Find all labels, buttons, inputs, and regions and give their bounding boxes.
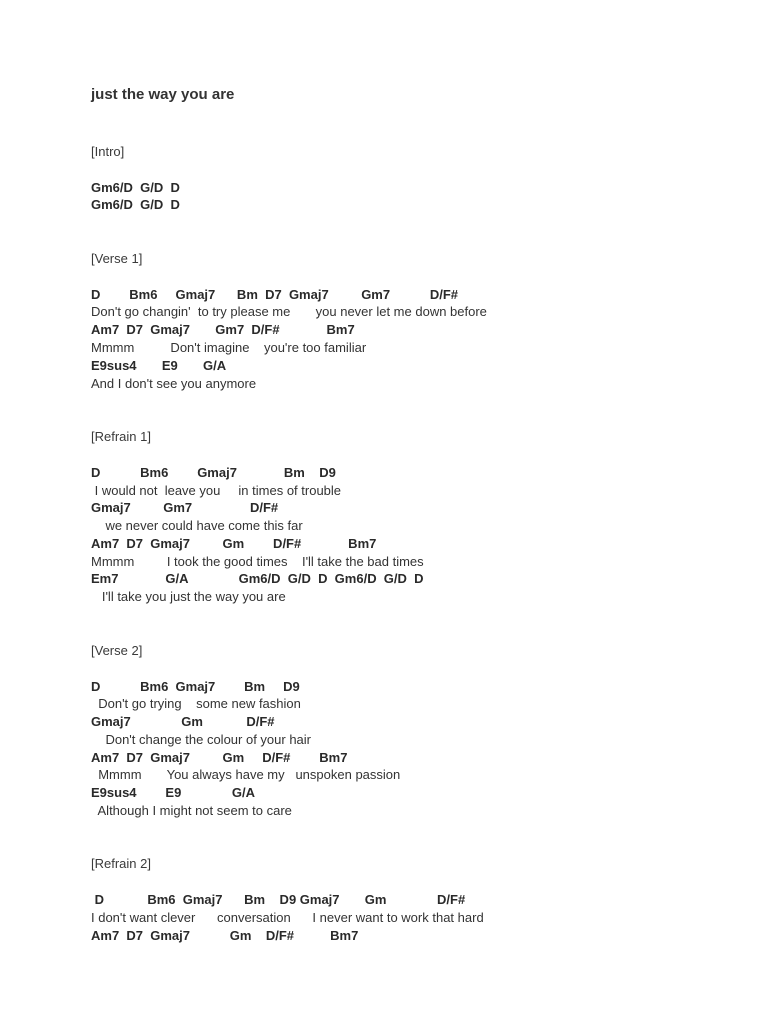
lyric-line: I'll take you just the way you are <box>91 589 286 604</box>
chord-line: Gmaj7 Gm D/F# <box>91 714 275 729</box>
lyric-line: Don't change the colour of your hair <box>91 732 311 747</box>
chord-line: D Bm6 Gmaj7 Bm D9 <box>91 679 300 694</box>
lyric-line: Mmmm You always have my unspoken passion <box>91 767 401 782</box>
section-heading-verse-1: [Verse 1] <box>91 251 143 266</box>
chord-line: Gm6/D G/D D <box>91 197 180 212</box>
chord-line: Am7 D7 Gmaj7 Gm D/F# Bm7 <box>91 928 359 943</box>
chord-line: Am7 D7 Gmaj7 Gm D/F# Bm7 <box>91 750 348 765</box>
section-heading-verse-2: [Verse 2] <box>91 643 143 658</box>
lyric-line: we never could have come this far <box>91 518 303 533</box>
lyric-line: Mmmm I took the good times I'll take the bad times <box>91 554 424 569</box>
chord-line: D Bm6 Gmaj7 Bm D7 Gmaj7 Gm7 D/F# <box>91 287 458 302</box>
lyric-line: Don't go trying some new fashion <box>91 696 301 711</box>
chord-line: E9sus4 E9 G/A <box>91 358 227 373</box>
chord-line: E9sus4 E9 G/A <box>91 785 256 800</box>
lyric-line: I don't want clever conversation I never want to work that hard <box>91 910 484 925</box>
lyric-line: Don't go changin' to try please me you never let me down before <box>91 304 487 319</box>
section-heading-refrain-1: [Refrain 1] <box>91 429 151 444</box>
lyric-line: I would not leave you in times of trouble <box>91 483 342 498</box>
chord-line: Am7 D7 Gmaj7 Gm D/F# Bm7 <box>91 536 377 551</box>
lyric-line: Although I might not seem to care <box>91 803 292 818</box>
chord-line: Gmaj7 Gm7 D/F# <box>91 500 279 515</box>
section-heading-intro: [Intro] <box>91 144 125 159</box>
chord-line: D Bm6 Gmaj7 Bm D9 Gmaj7 Gm D/F# <box>91 892 466 907</box>
chord-line: D Bm6 Gmaj7 Bm D9 <box>91 465 336 480</box>
section-heading-refrain-2: [Refrain 2] <box>91 856 151 871</box>
lyric-line: Mmmm Don't imagine you're too familiar <box>91 340 367 355</box>
song-title: just the way you are <box>91 86 235 103</box>
chord-line: Em7 G/A Gm6/D G/D D Gm6/D G/D D <box>91 571 424 586</box>
chord-line: Gm6/D G/D D <box>91 180 180 195</box>
chord-line: Am7 D7 Gmaj7 Gm7 D/F# Bm7 <box>91 322 355 337</box>
lyric-line: And I don't see you anymore <box>91 376 257 391</box>
